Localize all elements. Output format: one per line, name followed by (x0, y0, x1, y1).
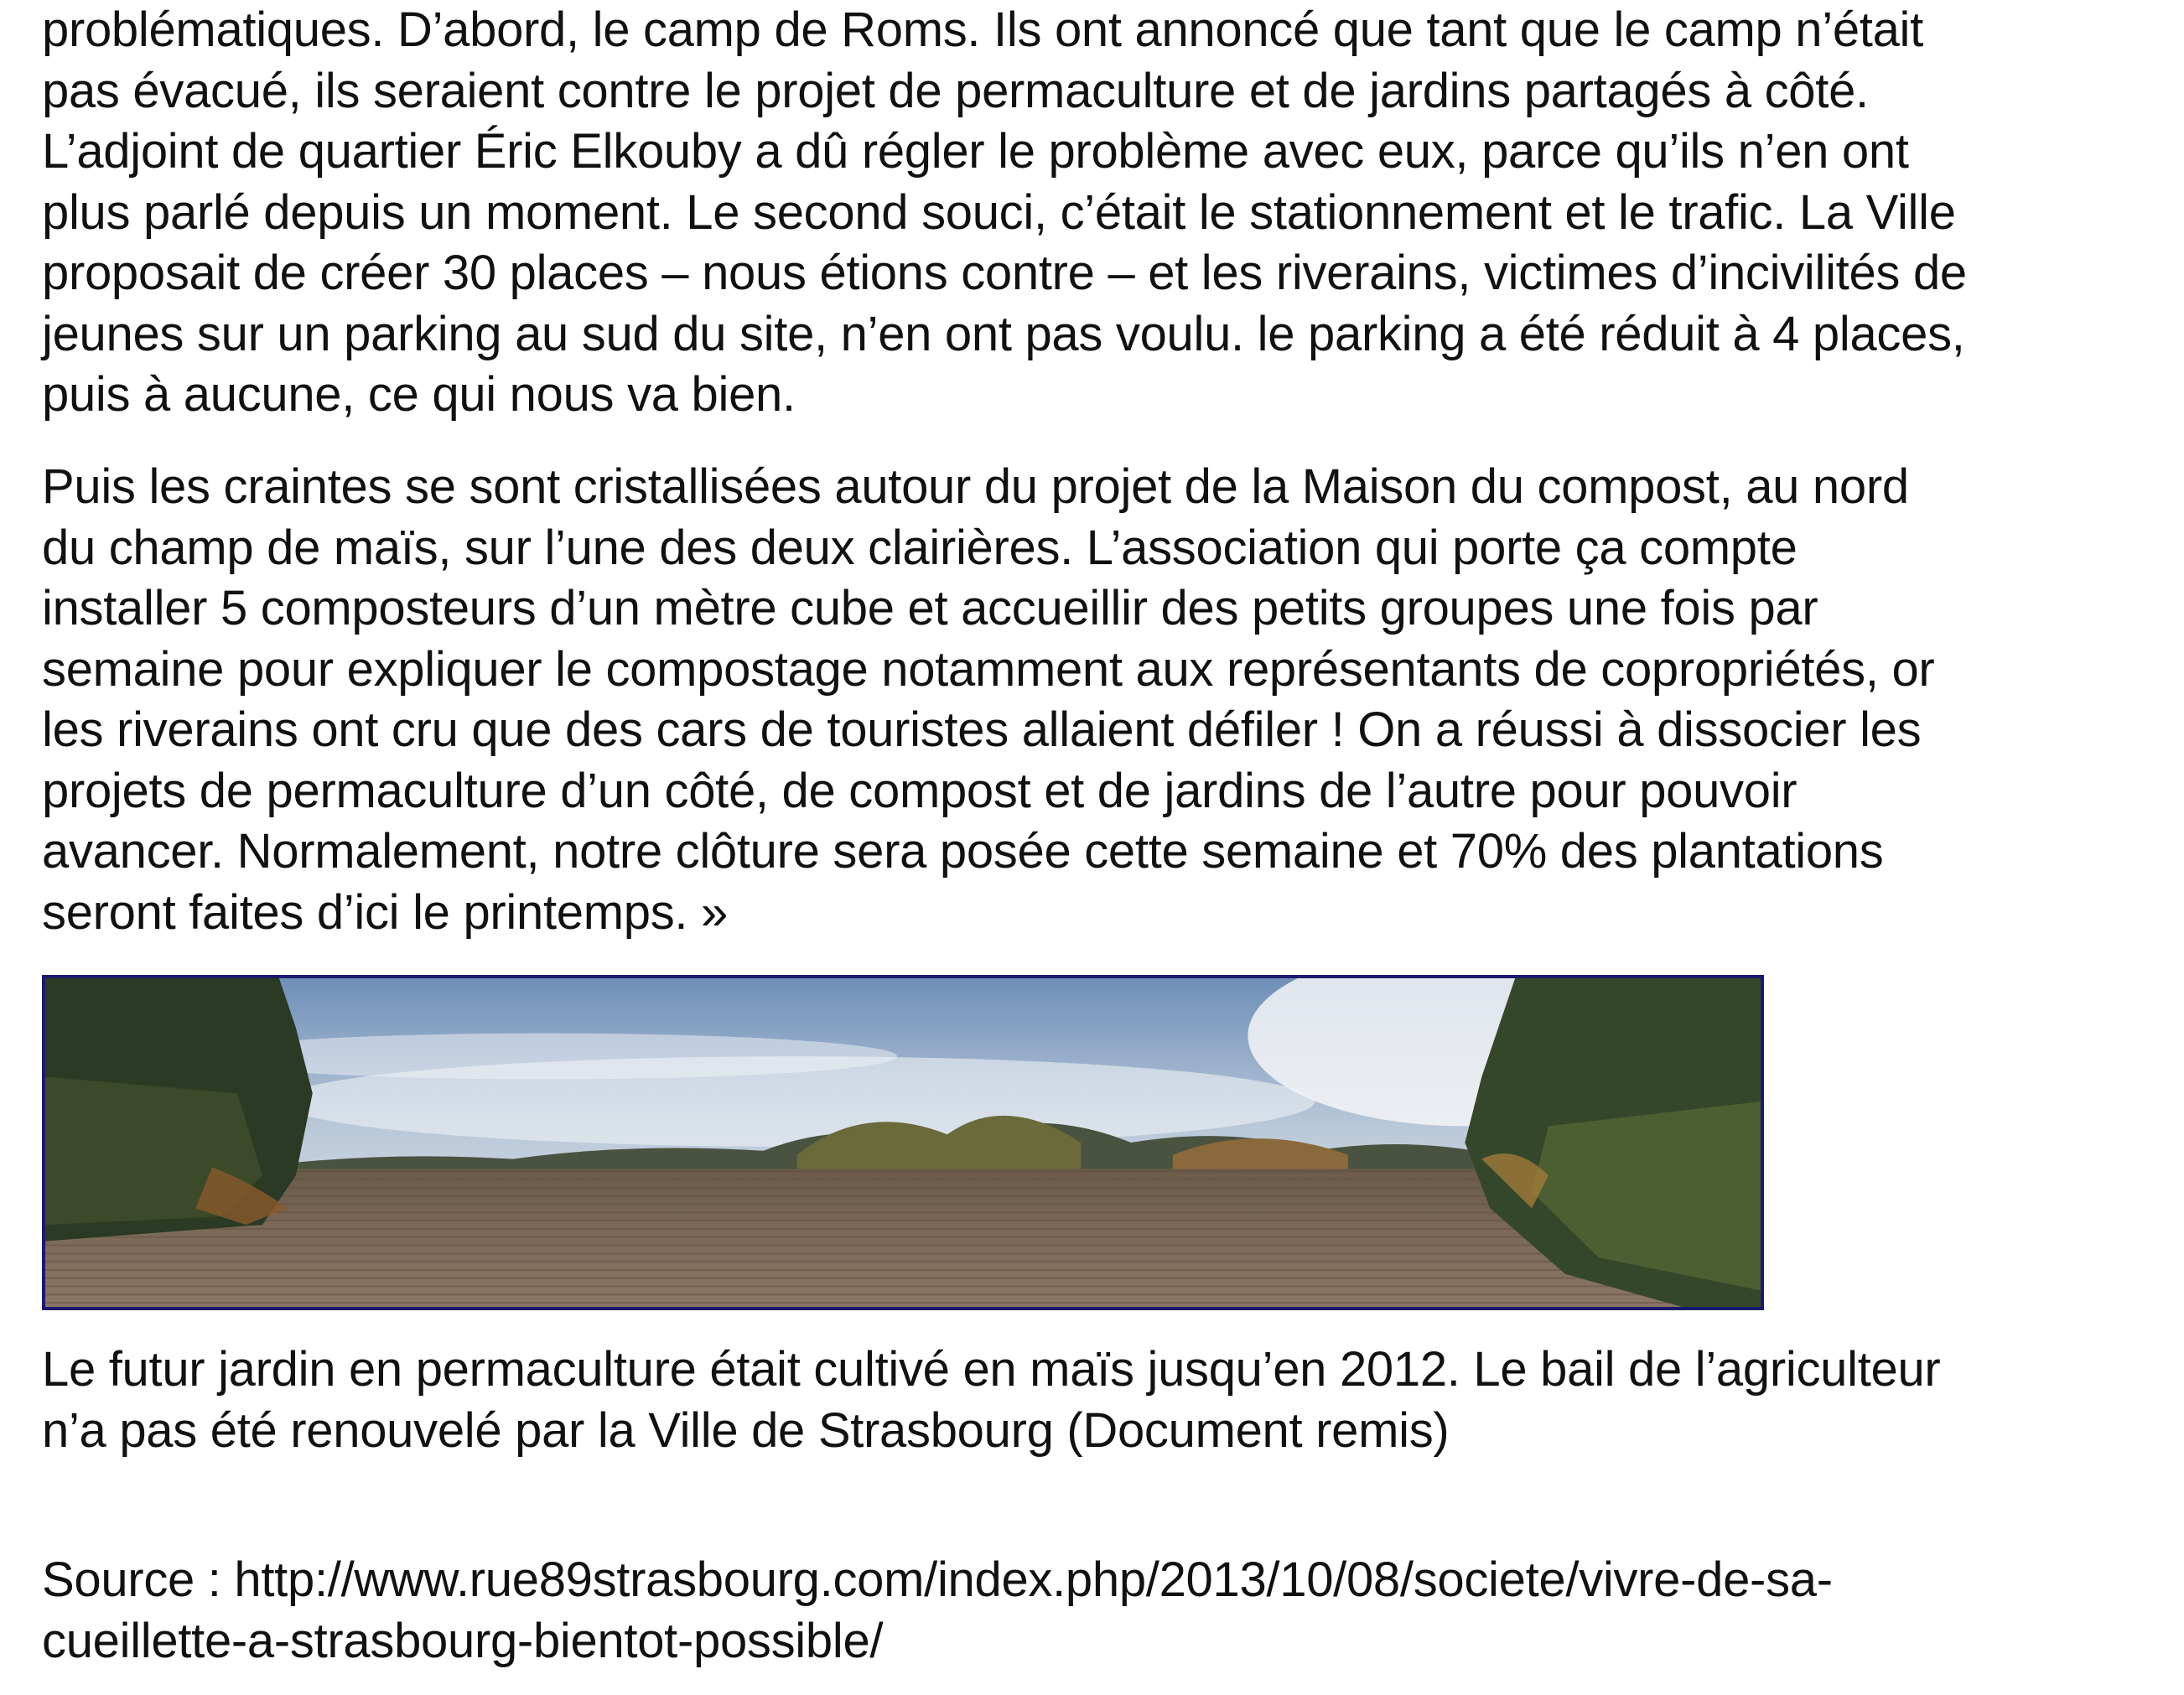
source-line: Source : http://www.rue89strasbourg.com/index.php/2013/10/08/societe/vivre-de-sa- (42, 1552, 1833, 1607)
caption-line: n’a pas été renouvelé par la Ville de Strasbourg (Document remis) (42, 1402, 1450, 1458)
paragraph-line: les riverains ont cru que des cars de touristes allaient défiler ! On a réussi à dissocier les (42, 702, 1922, 757)
paragraph-line: puis à aucune, ce qui nous va bien. (42, 367, 796, 422)
paragraph-line: seront faites d’ici le printemps. » (42, 884, 728, 940)
body-paragraph-1 (42, 0, 1967, 426)
source-citation (42, 1550, 1833, 1672)
source-line: cueillette-a-strasbourg-bientot-possible/ (42, 1613, 884, 1668)
paragraph-line: problématiques. D’abord, le camp de Roms. Ils ont annoncé que tant que le camp n’était (42, 3, 1923, 57)
photo-caption (42, 1340, 1940, 1461)
paragraph-line: projets de permaculture d’un côté, de compost et de jardins de l’autre pour pouvoir (42, 763, 1798, 818)
paragraph-line: pas évacué, ils seraient contre le projet de permaculture et de jardins partagés à côté. (42, 63, 1869, 118)
paragraph-line: installer 5 composteurs d’un mètre cube et accueillir des petits groupes une fois par (42, 581, 1818, 635)
paragraph-line: avancer. Normalement, notre clôture sera posée cette semaine et 70% des plantations (42, 824, 1884, 879)
caption-line: Le futur jardin en permaculture était cultivé en maïs jusqu’en 2012. Le bail de l’agriculteur (42, 1342, 1941, 1397)
paragraph-line: jeunes sur un parking au sud du site, n’en ont pas voulu. le parking a été réduit à 4 places, (42, 306, 1965, 361)
paragraph-line: L’adjoint de quartier Éric Elkouby a dû régler le problème avec eux, parce qu’ils n’en ont (42, 124, 1909, 179)
field-panorama-photo (42, 975, 1764, 1310)
field-panorama-illustration (45, 978, 1761, 1307)
paragraph-line: semaine pour expliquer le compostage notamment aux représentants de copropriétés, or (42, 641, 1935, 697)
paragraph-line: proposait de créer 30 places – nous étions contre – et les riverains, victimes d’incivilités de (42, 246, 1967, 300)
paragraph-line: Puis les craintes se sont cristallisées autour du projet de la Maison du compost, au nord (42, 459, 1909, 514)
paragraph-line: plus parlé depuis un moment. Le second souci, c’était le stationnement et le trafic. La Ville (42, 184, 1956, 240)
paragraph-line: du champ de maïs, sur l’une des deux clairières. L’association qui porte ça compte (42, 520, 1798, 575)
body-paragraph-2 (42, 457, 1934, 943)
